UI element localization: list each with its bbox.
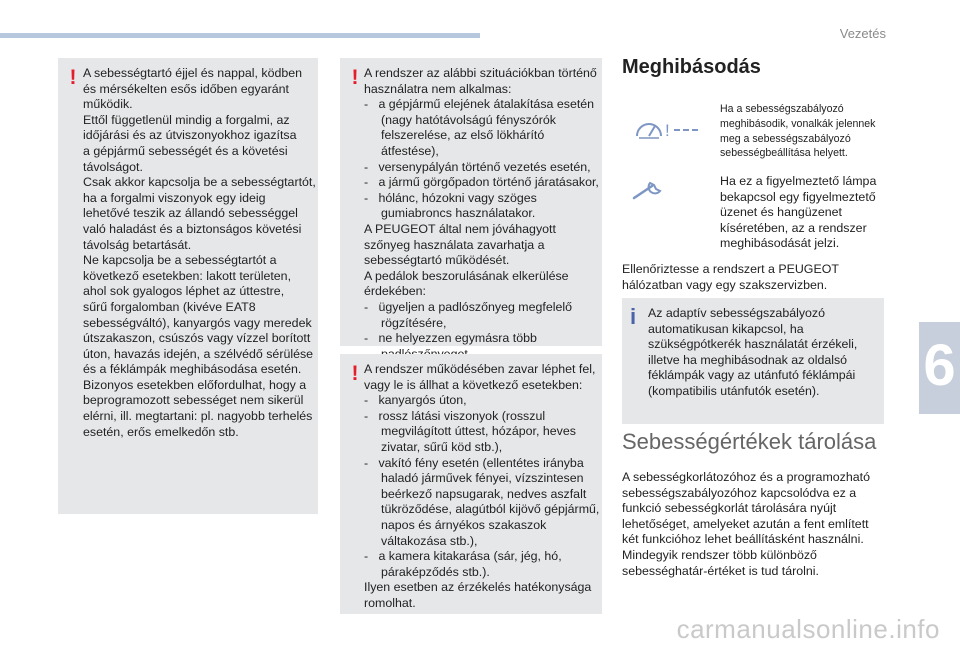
text-line: sűrű forgalomban (kivéve EAT8 bbox=[83, 299, 256, 314]
text-paragraph: használatra nem alkalmas: bbox=[364, 81, 512, 96]
text-line: lehetővé teszik az állandó sebességgel bbox=[83, 206, 298, 221]
text-paragraph: Ilyen esetben az érzékelés hatékonysága romolhat. bbox=[364, 580, 592, 610]
text-paragraph: A PEUGEOT által nem jóváhagyott szőnyeg használata zavarhatja a sebességtartó működését. bbox=[364, 221, 556, 268]
text-line: elérni, ill. megtartani: pl. nagyobb terhelés bbox=[83, 409, 313, 424]
text-line: Csak akkor kapcsolja be a sebességtartót, bbox=[83, 175, 316, 190]
text-line: időjárási és az útviszonyokhoz igazítsa bbox=[83, 128, 297, 143]
text-line: Bizonyos esetekben előfordulhat, hogy a bbox=[83, 377, 307, 392]
text-line: útszakaszon, csúszós vagy vízzel borított bbox=[83, 331, 311, 346]
text-paragraph: A rendszer működésében zavar léphet fel, vagy le is állhat a következő esetekben: bbox=[364, 362, 596, 392]
section-heading-2: Sebességértékek tárolása bbox=[622, 429, 877, 454]
text-line: és mérsékelten esős időben egyaránt bbox=[83, 81, 289, 96]
chapter-tab bbox=[919, 322, 960, 414]
section-heading: Meghibásodás bbox=[622, 56, 761, 78]
check-network-text: Ellenőriztesse a rendszert a PEUGEOT hálózatban vagy egy szakszervizben. bbox=[622, 262, 839, 292]
chapter-number: 6 bbox=[923, 333, 956, 398]
text-line: Ettől függetlenül mindig a forgalmi, az bbox=[83, 112, 290, 127]
text-line: és a féklámpák meghibásodása esetén. bbox=[83, 362, 302, 377]
list-item: - a gépjármű elejének átalakítása esetén (nagy hatótávolságú fényszórók felszerelése, az első lökhárító átfestése), bbox=[364, 97, 595, 158]
store-speeds-text: A sebességkorlátozóhoz és a programozható sebességszabályozóhoz kapcsolódva ez a funkció sebességkorlát tárolására nyújt lehetőséget, amelyeket azután a fent említett két funkcióhoz lehet beállításként használni. Mindegyik rendszer több különböző sebességhatár-értéket is tud tárolni. bbox=[622, 470, 870, 578]
warning-icon: ! bbox=[351, 362, 359, 385]
text-line: a gépjármű sebességét és a követési bbox=[83, 143, 288, 158]
svg-text:!: ! bbox=[665, 121, 670, 140]
list-item: - hólánc, hózokni vagy szöges gumiabroncs használatakor. bbox=[364, 190, 537, 221]
warning-icon: ! bbox=[69, 66, 77, 89]
warning-icon: ! bbox=[351, 66, 359, 89]
text-line: működik. bbox=[83, 97, 133, 112]
speed-limiter-fault-icon bbox=[634, 114, 700, 144]
wrench-icon bbox=[630, 178, 670, 202]
section-title: Vezetés bbox=[839, 26, 886, 41]
list-item: - ne helyezzen egymásra több bbox=[364, 331, 537, 346]
top-rule bbox=[0, 33, 480, 38]
text-line: esetén, erős emelkedőn stb. bbox=[83, 424, 239, 439]
text-line: A sebességtartó éjjel és nappal, ködben bbox=[83, 66, 303, 80]
list-item: - kanyargós úton, bbox=[364, 393, 467, 408]
text-line: távolság betartását. bbox=[83, 237, 192, 252]
list-item: - a kamera kitakarása (sár, jég, hó, páraképződés stb.). bbox=[364, 549, 562, 579]
warning-text bbox=[364, 66, 600, 362]
list-item: - a jármű görgőpadon történő járatásakor, bbox=[364, 175, 599, 190]
warning-box-1 bbox=[58, 58, 318, 514]
warning-text bbox=[364, 362, 600, 612]
text-paragraph: A rendszer az alábbi szituációkban történő bbox=[364, 66, 597, 80]
info-text: Az adaptív sebességszabályozó automatikusan kikapcsol, ha szükségpótkerék használatát érzékeli, illetve ha meghibásodnak az oldalsó féklámpák vagy az utánfutó féklámpái (kompatibilis utánfutók esetén). bbox=[648, 306, 858, 398]
warning-box-3 bbox=[340, 354, 602, 614]
text-line: ahol sok gyalogos léphet az úttestre, bbox=[83, 284, 285, 299]
text-paragraph: A pedálok beszorulásának elkerülése érdekében: bbox=[364, 268, 569, 299]
info-icon: i bbox=[630, 304, 637, 329]
text-line: beprogramozott sebességet nem sikerül bbox=[83, 393, 304, 408]
text-line: sebességváltó), kanyargós vagy meredek bbox=[83, 315, 312, 330]
text-line: Ne kapcsolja be a sebességtartót a bbox=[83, 253, 277, 268]
info-box bbox=[622, 298, 884, 424]
text-line: következő esetekben: lakott területen, bbox=[83, 268, 292, 283]
warning-box-2 bbox=[340, 58, 602, 346]
list-item: - versenypályán történő vezetés esetén, bbox=[364, 159, 591, 174]
list-item: - rossz látási viszonyok (rosszul megvilágított úttest, hózápor, heves zivatar, sűrű köd stb.), bbox=[364, 408, 576, 454]
warning-lamp-description: Ha ez a figyelmeztető lámpa bekapcsol egy figyelmeztető üzenet és hangüzenet kíséretében, az a rendszer meghibásodását jelzi. bbox=[720, 174, 877, 251]
watermark: carmanualsonline.info bbox=[676, 614, 940, 644]
text-line: ha a forgalmi viszonyok egy ideig bbox=[83, 190, 266, 205]
text-line: távolságot. bbox=[83, 159, 143, 174]
fault-description: Ha a sebességszabályozó meghibásodik, vonalkák jelennek meg a sebességszabályozó sebességbeállítása helyett. bbox=[720, 103, 876, 160]
list-item: - ügyeljen a padlószőnyeg megfelelő rögzítésére, bbox=[364, 299, 573, 330]
text-line: való haladást és a biztonságos követési bbox=[83, 221, 302, 236]
list-item: - vakító fény esetén (ellentétes irányba haladó járművek fényei, vízszintesen beérkező napsugarak, nedves aszfalt tükröződése, alagútból kijövő gépjármű, napos és árnyékos szakaszok váltakozása stb.), bbox=[364, 455, 600, 548]
text-line: úton, havazás idején, a szélvédő sérülése bbox=[83, 346, 314, 361]
warning-text bbox=[83, 66, 318, 440]
